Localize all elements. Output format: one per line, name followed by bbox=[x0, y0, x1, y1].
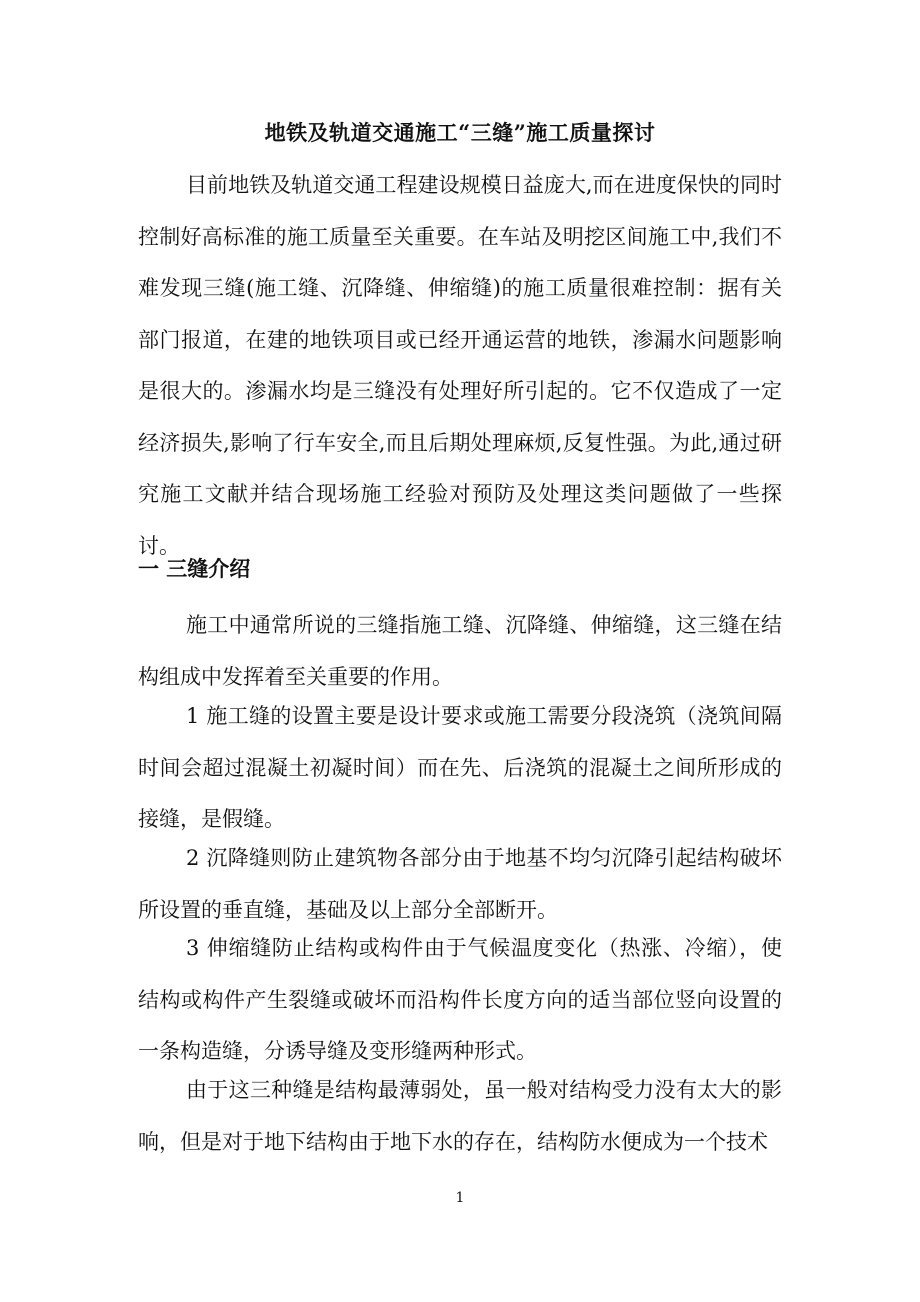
intro-paragraph: 目前地铁及轨道交通工程建设规模日益庞大,而在进度保快的同时控制好高标准的施工质量至关重要。在车站及明挖区间施工中,我们不难发现三缝(施工缝、沉降缝、伸缩缝)的施工质量很难控制：据有关部门报道，在建的地铁项目或已经开通运营的地铁，渗漏水问题影响是很大的。渗漏水均是三缝没有处理好所引起的。它不仅造成了一定经济损失,影响了行车安全,而且后期处理麻烦,反复性强。为此,通过研究施工文献并结合现场施工经验对预防及处理这类问题做了一些探讨。 bbox=[138, 173, 782, 558]
section-paragraph-expansion-joint: 3 伸缩缝防止结构或构件由于气候温度变化（热涨、冷缩），使结构或构件产生裂缝或破坏而沿构件长度方向的适当部位竖向设置的一条构造缝，分诱导缝及变形缝两种形式。 bbox=[138, 936, 782, 1063]
page-number: 1 bbox=[455, 1190, 465, 1206]
section-paragraph-construction-joint: 1 施工缝的设置主要是设计要求或施工需要分段浇筑（浇筑间隔时间会超过混凝土初凝时间）而在先、后浇筑的混凝土之间所形成的接缝，是假缝。 bbox=[138, 704, 782, 831]
section-heading: 一 三缝介绍 bbox=[138, 556, 251, 581]
document-title: 地铁及轨道交通施工“三缝”施工质量探讨 bbox=[264, 120, 656, 145]
section-paragraph-weak-point: 由于这三种缝是结构最薄弱处，虽一般对结构受力没有太大的影响，但是对于地下结构由于地下水的存在，结构防水便成为一个技术 bbox=[138, 1078, 782, 1154]
section-paragraph-overview: 施工中通常所说的三缝指施工缝、沉降缝、伸缩缝，这三缝在结构组成中发挥着至关重要的作用。 bbox=[138, 613, 782, 689]
section-paragraph-settlement-joint: 2 沉降缝则防止建筑物各部分由于地基不均匀沉降引起结构破坏所设置的垂直缝，基础及以上部分全部断开。 bbox=[138, 846, 782, 922]
